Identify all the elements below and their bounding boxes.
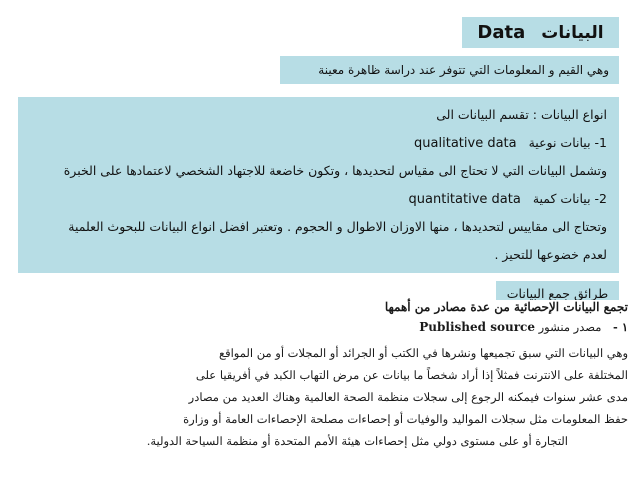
- scan-source-number: ١ -: [613, 320, 628, 334]
- title-arabic: البيانات: [541, 22, 604, 43]
- scan-paragraph-line: حفظ المعلومات مثل سجلات المواليد والوفيات أو إحصاءات مصلحة الإحصاءات العامة أو وزارة: [183, 412, 628, 426]
- scan-paragraph-line: مدى عشر سنوات فيمكنه الرجوع إلى سجلات منظمة الصحة العالمية وهناك العديد من مصادر: [188, 390, 628, 404]
- scan-paragraph-line: التجارة أو على مستوى دولي مثل إحصاءات هيئة الأمم المتحدة أو منظمة السياحة الدولية.: [146, 434, 568, 448]
- definition-box: [280, 56, 619, 84]
- methods-text: طرائق جمع البيانات: [506, 285, 609, 301]
- qualitative-description: وتشمل البيانات التي لا تحتاج الى مقياس لتحديدها ، وتكون خاضعة للاجتهاد الشخصي لاعتمادها على الخبرة: [63, 163, 607, 178]
- scan-paragraph-line: المختلفة على الانترنت فمثلاً إذا أراد شخصاً ما بيانات عن مرض التهاب الكبد في أفريقيا على: [195, 368, 628, 382]
- qualitative-heading: [28, 129, 607, 157]
- data-types-box: [18, 97, 619, 273]
- quantitative-description-end: لعدم خضوعها للتحيز .: [494, 247, 607, 262]
- title-english: Data: [477, 22, 526, 43]
- scan-paragraph-line: وهي البيانات التي سبق تجميعها ونشرها في الكتب أو الجرائد أو المجلات أو من المواقع: [218, 346, 628, 360]
- types-intro: انواع البيانات : تقسم البيانات الى: [436, 107, 607, 122]
- quantitative-label: 2- بيانات كمية: [532, 191, 607, 206]
- slide-title: [462, 17, 619, 48]
- quantitative-heading: [28, 185, 607, 213]
- scan-source-line: [405, 320, 628, 334]
- qualitative-english: qualitative data: [414, 136, 517, 151]
- scan-source-label: مصدر منشور: [538, 320, 602, 334]
- qualitative-label: 1- بيانات نوعية: [528, 135, 607, 150]
- scanned-text-image: [42, 300, 628, 470]
- quantitative-description: وتحتاج الى مقاييس لتحديدها ، منها الاوزان الاطوال و الحجوم . وتعتبر افضل انواع البيانات للبحوث العلمية: [68, 219, 607, 234]
- definition-text: وهي القيم و المعلومات التي تتوفر عند دراسة ظاهرة معينة: [318, 63, 609, 77]
- scan-heading: تجمع البيانات الإحصائية من عدة مصادر من أهمها: [384, 300, 628, 314]
- scan-source-english: Published source: [419, 320, 535, 334]
- quantitative-english: quantitative data: [408, 192, 521, 207]
